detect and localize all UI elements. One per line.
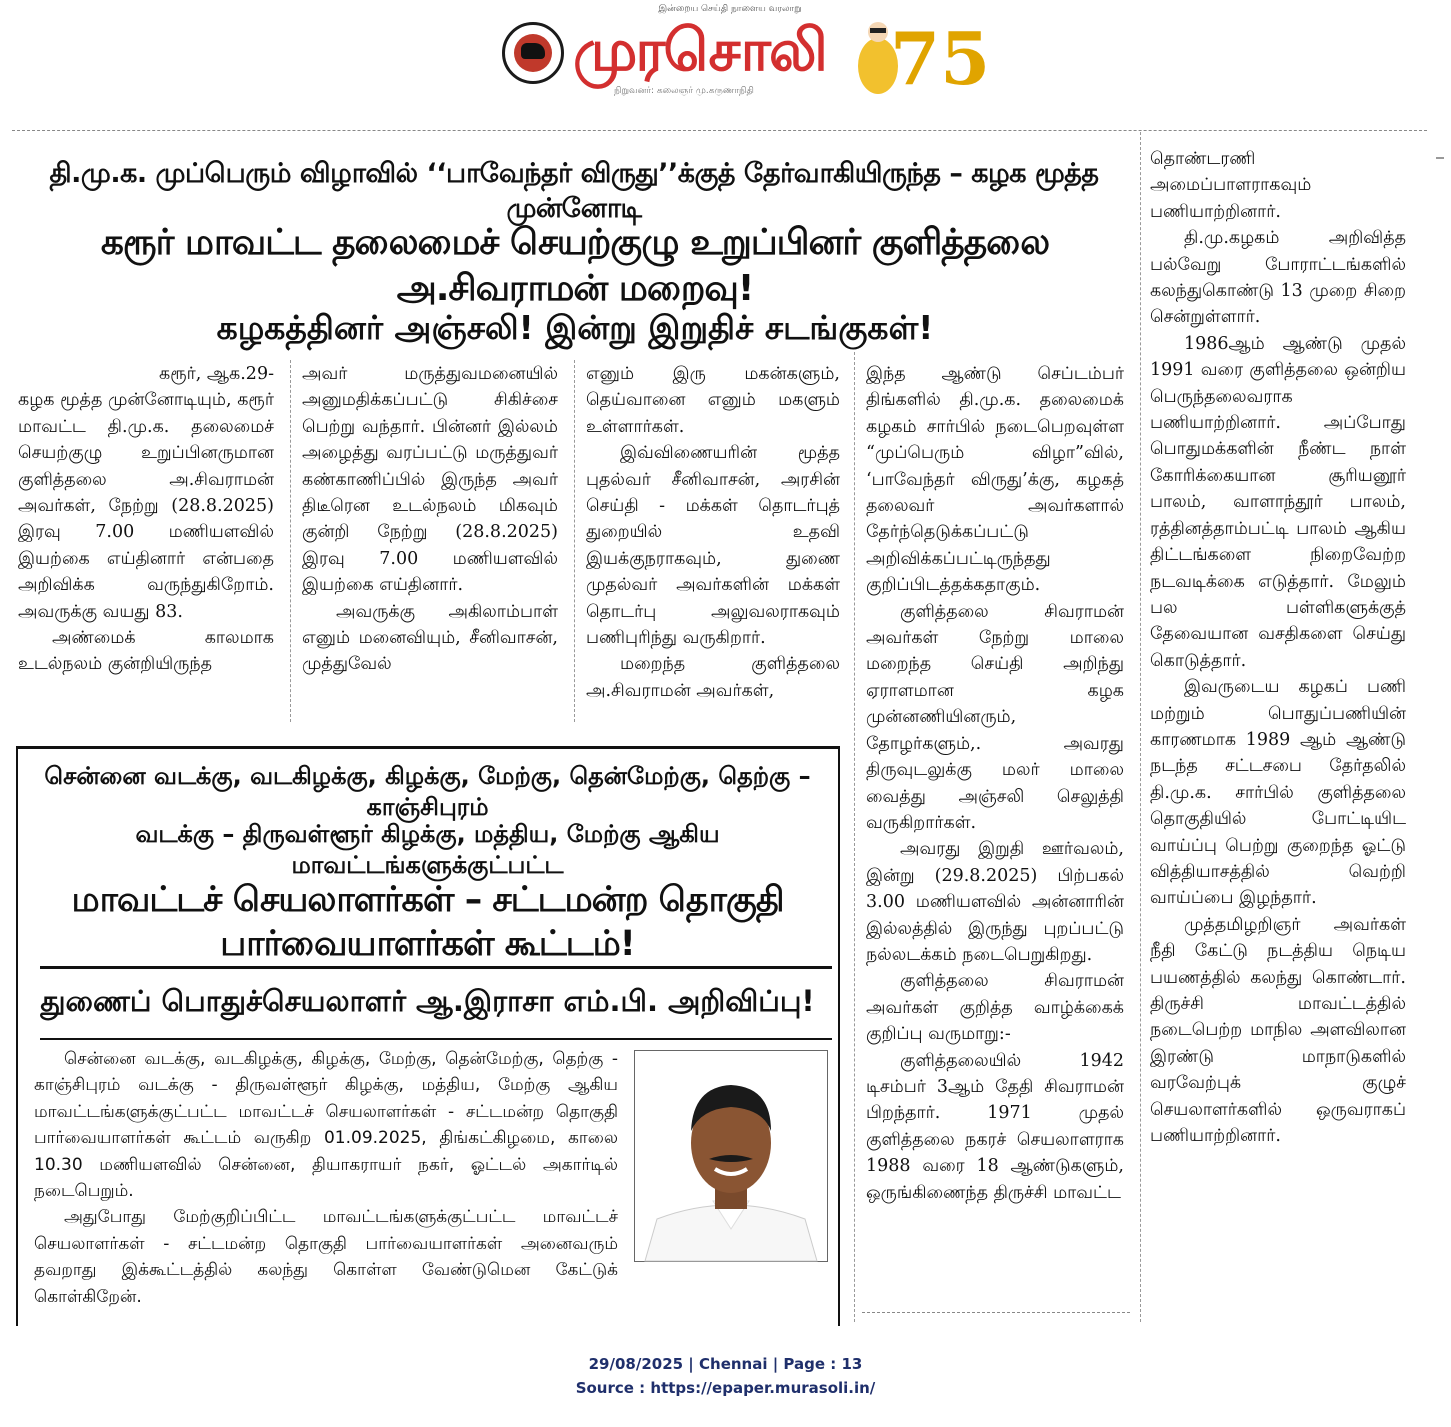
footer-source-link[interactable]: Source : https://epaper.murasoli.in/ xyxy=(575,1379,876,1397)
article-paragraph: எனும் இரு மகன்களும், தெய்வானை எனும் மகளும் உள்ளார்கள். xyxy=(586,364,840,437)
article-column-3 xyxy=(586,361,840,704)
masthead xyxy=(0,0,1451,118)
notice-paragraph: சென்னை வடக்கு, வடகிழக்கு, கிழக்கு, மேற்கு, தென்மேற்கு, தெற்கு - காஞ்சிபுரம் வடக்கு - திருவள்ளூர் கிழக்கு, மத்திய, மேற்கு ஆகிய மாவட்டங்களுக்குட்பட்ட மாவட்டச் செயலாளர்கள் - சட்டமன்ற தொகுதி பார்வையாளர்கள் கூட்டம் வருகிற 01.09.2025, திங்கட்கிழமை, காலை 10.30 மணியளவில் சென்னை, தியாகராயர் நகர், ஓட்டல் அகார்டில் நடைபெறும். xyxy=(34,1049,618,1202)
article-paragraph: அவரது இறுதி ஊர்வலம், இன்று (29.8.2025) பிற்பகல் 3.00 மணியளவில் அன்னாரின் இல்லத்தில் இருந்து புறப்பட்டு நல்லடக்கம் நடைபெறுகிறது. xyxy=(866,839,1124,965)
founder-line: நிறுவனர்: கலைஞர் மு.கருணாநிதி xyxy=(614,86,754,96)
notice-rule xyxy=(40,1038,832,1040)
page-footer xyxy=(0,1352,1451,1400)
column-rule xyxy=(854,352,855,1322)
notice-rule xyxy=(40,966,832,969)
anniversary-number: 75 xyxy=(890,16,991,101)
murasoli-logo: முரசொலி xyxy=(573,16,826,84)
notice-body xyxy=(34,1046,618,1310)
footer-date-page: 29/08/2025 | Chennai | Page : 13 xyxy=(588,1355,863,1373)
article-paragraph: தி.மு.கழகம் அறிவித்த பல்வேறு போராட்டங்களில் கலந்துகொண்டு 13 முறை சிறை சென்றுள்ளார். xyxy=(1150,228,1406,328)
article-paragraph: 1986ஆம் ஆண்டு முதல் 1991 வரை குளித்தலை ஒன்றிய பெருந்தலைவராக பணியாற்றினார். அப்போது பொதுமக்களின் நீண்ட நாள் கோரிக்கையான சூரியனூர் பாலம், வாளாந்தூர் பாலம், ரத்தினத்தாம்பட்டி பாலம் ஆகிய திட்டங்களை நிறைவேற்ற நடவடிக்கை எடுத்தார். மேலும் பல பள்ளிகளுக்குத் தேவையான வசதிகளை செய்து கொடுத்தார். xyxy=(1150,333,1406,671)
article-paragraph: அவருக்கு அகிலாம்பாள் எனும் மனைவியும், சீனிவாசன், முத்துவேல் xyxy=(302,601,558,675)
column-rule xyxy=(290,360,291,722)
article-column-2 xyxy=(302,361,558,678)
masthead-tagline: இன்றைய செய்தி நாளைய வரலாறு xyxy=(658,4,802,14)
column-rule xyxy=(1140,132,1141,1322)
column-rule xyxy=(574,360,575,722)
article-paragraph: அவர் மருத்துவமனையில் அனுமதிக்கப்பட்டு சிகிச்சை பெற்று வந்தார். பின்னர் இல்லம் அழைத்து வரப்பட்டு மருத்துவர் கண்காணிப்பில் இருந்த அவர் திடீரென உடல்நலம் மிகவும் குன்றி நேற்று (28.8.2025) இரவு 7.00 மணியளவில் இயற்கை எய்தினார். xyxy=(302,364,558,596)
notice-byline: துணைப் பொதுச்செயலாளர் ஆ.இராசா எம்.பி. அறிவிப்பு! xyxy=(40,984,815,1018)
article-column-5 xyxy=(1150,146,1406,1149)
article-paragraph: இவருடைய கழகப் பணி மற்றும் பொதுப்பணியின் காரணமாக 1989 ஆம் ஆண்டு நடந்த சட்டசபை தேர்தலில் தி.மு.க. சார்பில் குளித்தலை தொகுதியில் போட்டியிட வாய்ப்பு பெற்று குறைந்த ஓட்டு வித்தியாசத்தில் வெற்றி வாய்ப்பை இழந்தார். xyxy=(1150,677,1406,909)
article-paragraph: இந்த ஆண்டு செப்டம்பர் திங்களில் தி.மு.க. தலைமைக் கழகம் சார்பில் நடைபெறவுள்ள “முப்பெரும் விழா”வில், ‘பாவேந்தர் விருது’க்கு, கழகத் தலைவர் அவர்களால் தேர்ந்தெடுக்கப்பட்டு அறிவிக்கப்பட்டிருந்தது குறிப்பிடத்தக்கதாகும். xyxy=(866,364,1124,596)
page-edge-marker xyxy=(1434,130,1444,1330)
headline-kicker: தி.மு.க. முப்பெரும் விழாவில் ‘‘பாவேந்தர் விருது’’க்குத் தேர்வாகியிருந்த – கழக மூத்த முன்னோடி xyxy=(49,158,1099,224)
article-paragraph: அண்மைக் காலமாக உடல்நலம் குன்றியிருந்த xyxy=(18,628,274,675)
article-paragraph: கழக மூத்த முன்னோடியும், கரூர் மாவட்ட தி.மு.க. தலைமைச் செயற்குழு உறுப்பினருமான குளித்தலை அ.சிவராமன் அவர்கள், நேற்று (28.8.2025) இரவு 7.00 மணியளவில் இயற்கை எய்தினார் என்பதை அறிவிக்க வருந்துகிறோம். அவருக்கு வயது 83. xyxy=(18,390,274,622)
notice-heading-line-1: சென்னை வடக்கு, வடகிழக்கு, கிழக்கு, மேற்கு, தென்மேற்கு, தெற்கு – காஞ்சிபுரம் xyxy=(44,762,811,821)
article-paragraph: முத்தமிழறிஞர் அவர்கள் நீதி கேட்டு நடத்திய நெடிய பயணத்தில் கலந்து கொண்டார். திருச்சி மாவட்டத்தில் நடைபெற்ற மாநில அளவிலான இரண்டு மாநாடுகளில் வரவேற்புக் குழுச் செயலாளர்களில் ஒருவராகப் பணியாற்றினார். xyxy=(1150,914,1406,1147)
notice-heading-line-2: வடக்கு – திருவள்ளூர் கிழக்கு, மத்திய, மேற்கு ஆகிய மாவட்டங்களுக்குட்பட்ட xyxy=(135,820,720,879)
column-end-rule xyxy=(862,1312,1130,1313)
anniversary-75-emblem xyxy=(848,6,991,102)
article-paragraph: குளித்தலை சிவராமன் அவர்கள் குறித்த வாழ்க்கைக் குறிப்பு வருமாறு:- xyxy=(866,971,1124,1045)
dateline: கரூர், ஆக.29- xyxy=(159,364,274,384)
headline-sub: கழகத்தினர் அஞ்சலி! இன்று இறுதிச் சடங்குகள்! xyxy=(216,308,934,347)
article-paragraph: இவ்விணையரின் மூத்த புதல்வர் சீனிவாசன், அரசின் செய்தி - மக்கள் தொடர்புத் துறையில் உதவி இயக்குநராகவும், துணை முதல்வர் அவர்களின் மக்கள் தொடர்பு அலுவலராகவும் பணிபுரிந்து வருகிறார். xyxy=(586,443,840,649)
notice-heading-main: மாவட்டச் செயலாளர்கள் – சட்டமன்ற தொகுதி பார்வையாளர்கள் கூட்டம்! xyxy=(71,880,784,964)
raja-portrait-photo xyxy=(634,1050,828,1262)
headline-main: கரூர் மாவட்ட தலைமைச் செயற்குழு உறுப்பினர் குளித்தலை அ.சிவராமன் மறைவு! xyxy=(100,222,1050,309)
article-column-4 xyxy=(866,361,1124,1206)
top-rule xyxy=(12,130,1427,131)
article-paragraph: குளித்தலை சிவராமன் அவர்கள் நேற்று மாலை மறைந்த செய்தி அறிந்து ஏராளமான கழக முன்னணியினரும், தோழர்களும்,. அவரது திருவுடலுக்கு மலர் மாலை வைத்து அஞ்சலி செலுத்தி வருகிறார்கள். xyxy=(866,601,1124,833)
article-column-1 xyxy=(18,361,274,678)
notice-paragraph: அதுபோது மேற்குறிப்பிட்ட மாவட்டங்களுக்குட்பட்ட மாவட்டச் செயலாளர்கள் - சட்டமன்ற தொகுதி பார்வையாளர்கள் அனைவரும் தவறாது இக்கூட்டத்தில் கலந்து கொள்ள வேண்டுமென கேட்டுக் கொள்கிறேன். xyxy=(34,1207,618,1307)
article-paragraph: குளித்தலையில் 1942 டிசம்பர் 3ஆம் தேதி சிவராமன் பிறந்தார். 1971 முதல் குளித்தலை நகரச் செயலாளராக 1988 வரை 18 ஆண்டுகளும், ஒருங்கிணைந்த திருச்சி மாவட்ட xyxy=(866,1050,1124,1203)
dmk-seal-icon xyxy=(502,22,564,84)
article-paragraph: தொண்டரணி அமைப்பாளராகவும் பணியாற்றினார். xyxy=(1150,149,1312,222)
article-paragraph: மறைந்த குளித்தலை அ.சிவராமன் அவர்கள், xyxy=(586,654,840,701)
